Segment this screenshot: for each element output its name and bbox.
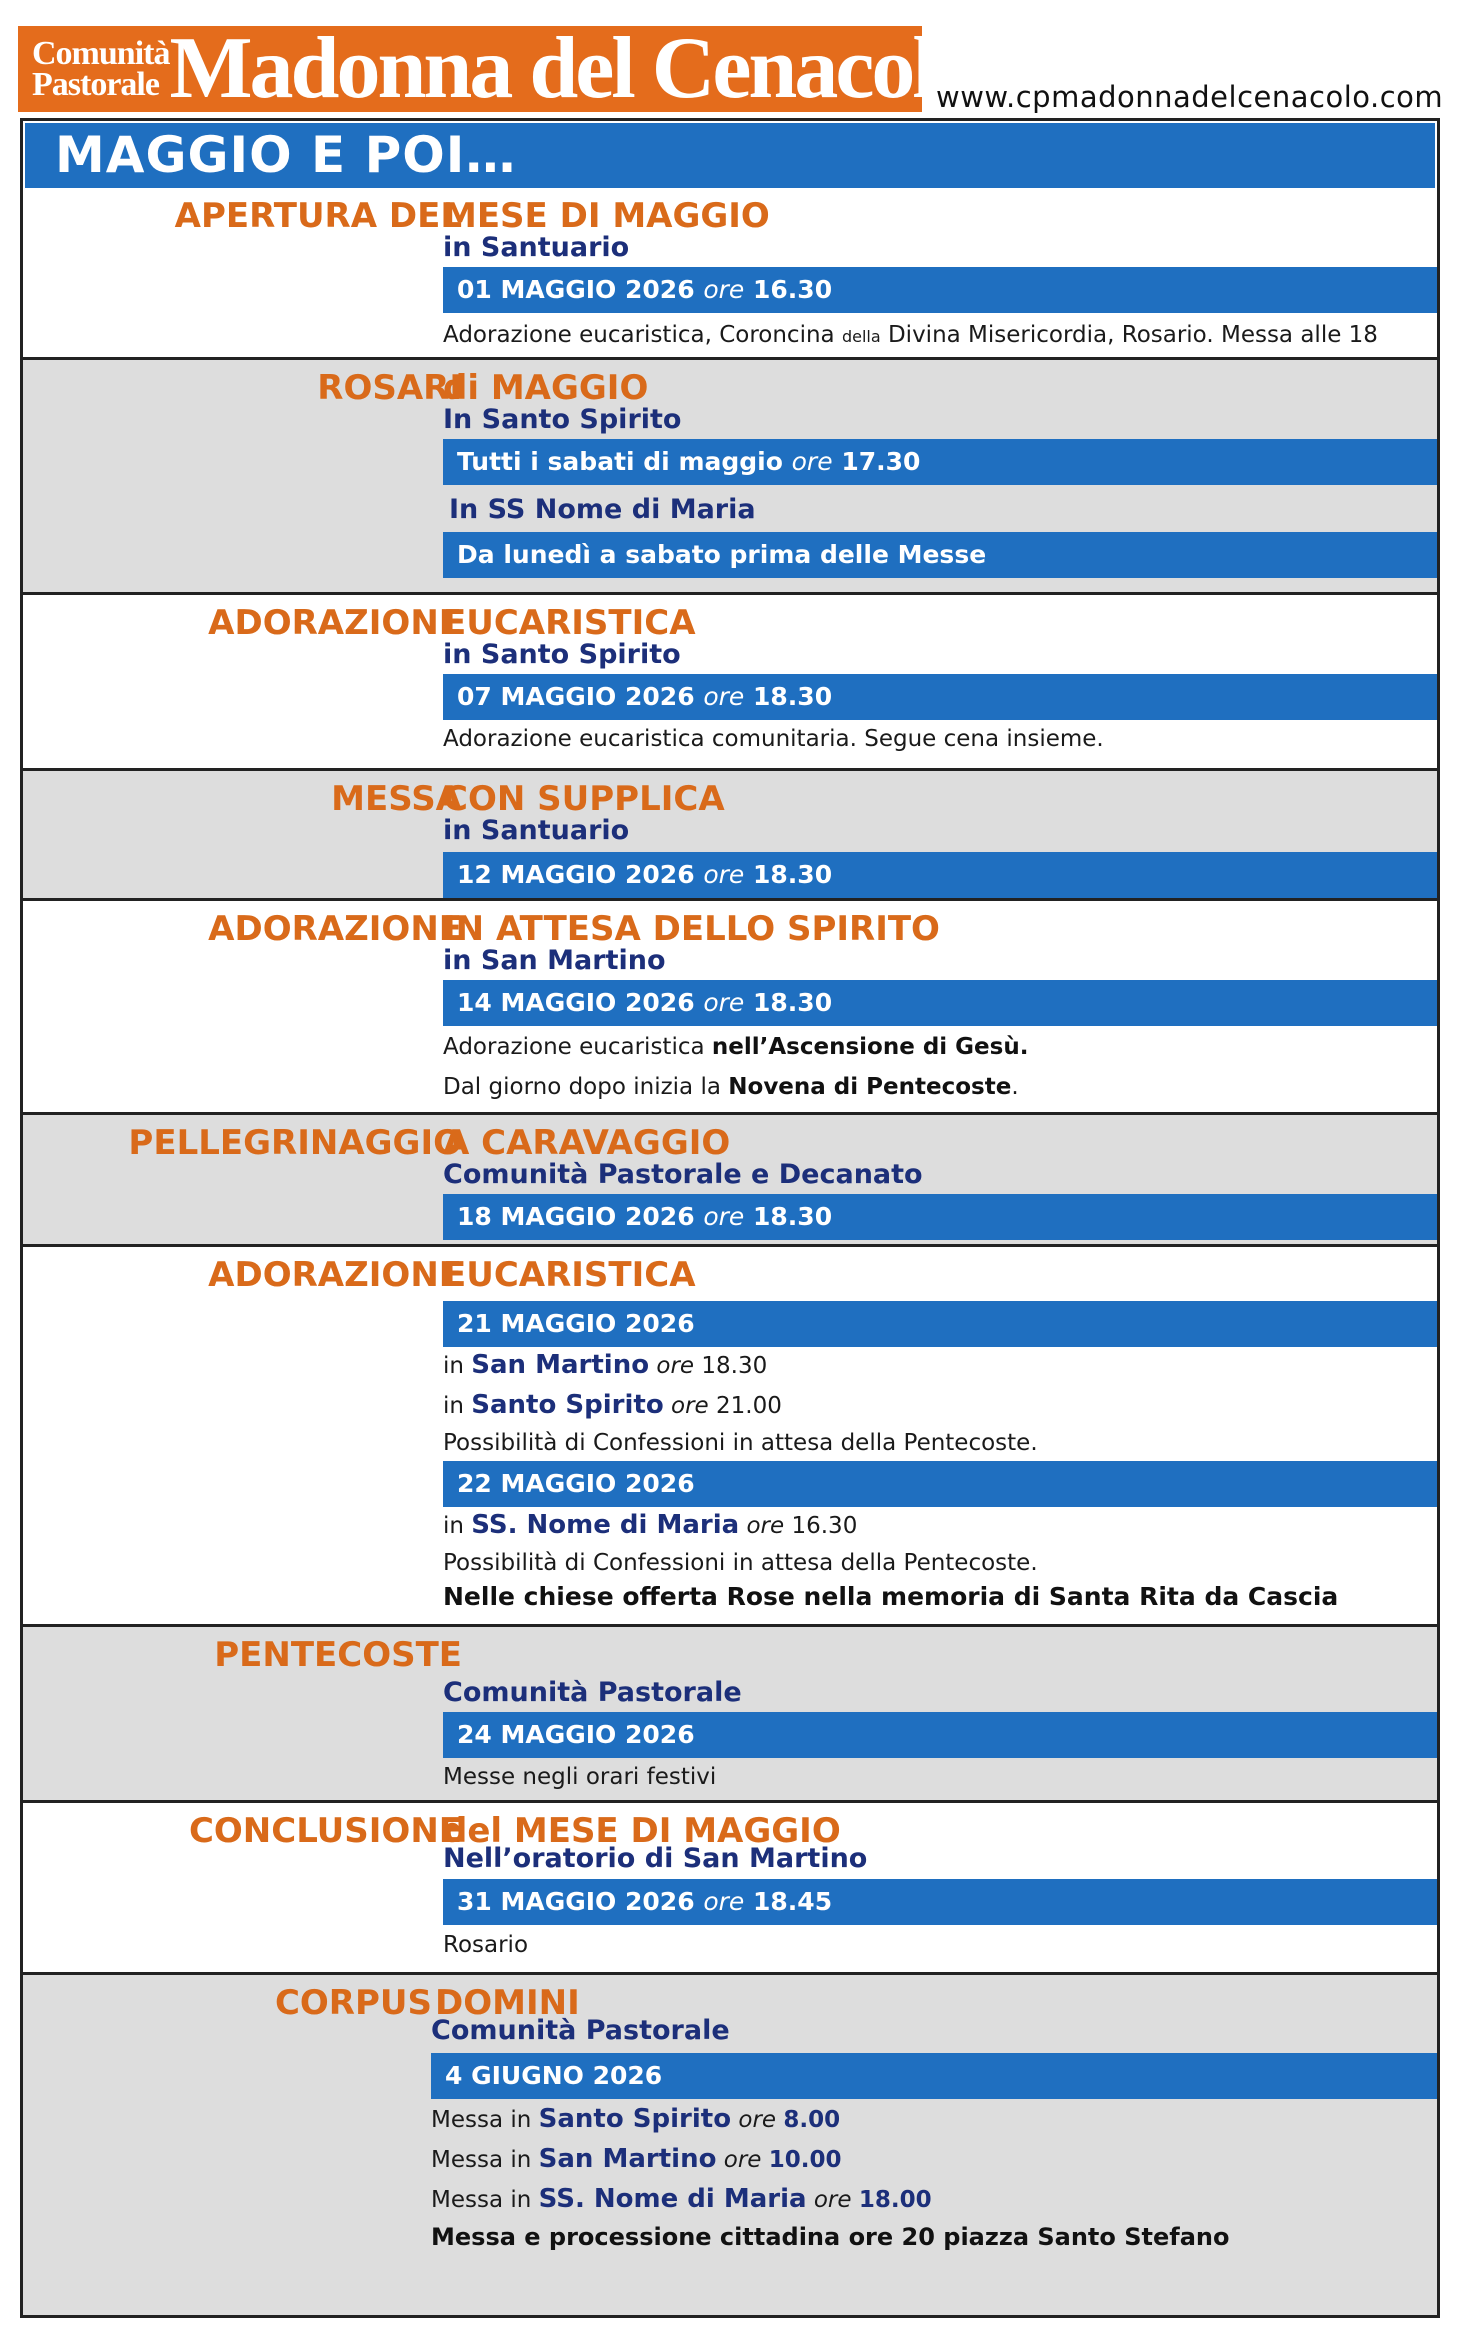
place-name: San Martino	[471, 1350, 650, 1380]
note-part: Adorazione eucaristica	[443, 1034, 712, 1060]
time-text: 10.00	[768, 2147, 842, 2173]
section-pellegrinaggio	[23, 1115, 1437, 1247]
location-label: in Santuario	[443, 232, 630, 263]
place-name: Santo Spirito	[538, 2104, 732, 2134]
time-text: 18.30	[701, 1353, 768, 1379]
date-text: 4 GIUGNO 2026	[445, 2061, 663, 2090]
website-link[interactable]: www.cpmadonnadelcenacolo.com	[936, 80, 1444, 114]
masthead-logo	[18, 20, 975, 117]
schedule-frame	[20, 118, 1440, 2318]
section-title-right: del MESE DI MAGGIO	[443, 1811, 841, 1851]
section-title-right: CON SUPPLICA	[443, 779, 725, 819]
note-part: Dal giorno dopo inizia la	[443, 1074, 729, 1100]
page-title: MAGGIO E POI…	[25, 123, 1435, 188]
note-part: Messa in	[431, 2147, 539, 2173]
ore-label: ore	[703, 988, 745, 1017]
ore-label: ore	[716, 2147, 769, 2173]
section-note	[443, 1031, 1028, 1063]
date-text: 22 MAGGIO 2026	[457, 1469, 695, 1498]
date-bar	[443, 1879, 1437, 1925]
section-apertura	[23, 188, 1437, 360]
time-text: 21.00	[716, 1393, 782, 1419]
ore-label: ore	[703, 1887, 745, 1916]
ore-label: ore	[791, 447, 833, 476]
location-label: Comunità Pastorale	[443, 1677, 742, 1708]
note-part: Messa in	[431, 2187, 539, 2213]
ore-label: ore	[703, 682, 745, 711]
date-bar	[431, 2053, 1437, 2099]
date-bar	[443, 852, 1437, 898]
bar-text: Tutti i sabati di maggio	[457, 447, 783, 476]
mass-line	[431, 2143, 842, 2176]
section-conclusione	[23, 1803, 1437, 1975]
section-adorazione-spirito	[23, 901, 1437, 1115]
location-label: in Santuario	[443, 815, 630, 846]
note-part: in	[443, 1513, 472, 1539]
ore-label: ore	[739, 1513, 792, 1539]
date-text: 18 MAGGIO 2026	[457, 1202, 695, 1231]
date-bar	[443, 532, 1437, 578]
section-title-left: ADORAZIONE	[208, 909, 462, 949]
time-text: 18.45	[753, 1887, 833, 1916]
section-title-right: IN ATTESA DELLO SPIRITO	[443, 909, 940, 949]
bar-text: Da lunedì a sabato prima delle Messe	[457, 540, 987, 569]
section-title-right: DOMINI	[435, 1983, 580, 2023]
time-text: 8.00	[783, 2107, 841, 2133]
date-bar	[443, 674, 1437, 720]
date-text: 31 MAGGIO 2026	[457, 1887, 695, 1916]
note-part: Divina Misericordia, Rosario. Messa alle 18	[880, 322, 1378, 348]
section-title-left: ADORAZIONE	[208, 1255, 462, 1295]
section-title-right: MESE DI MAGGIO	[443, 196, 770, 236]
ore-label: ore	[663, 1393, 716, 1419]
section-note-bold: Messa e processione cittadina ore 20 piazza Santo Stefano	[431, 2223, 1230, 2251]
note-part: Messa in	[431, 2107, 539, 2133]
logo-big-text: Madonna del Cenacolo	[169, 20, 975, 117]
time-text: 18.00	[858, 2187, 932, 2213]
location-label: in Santo Spirito	[443, 639, 681, 670]
time-text: 18.30	[753, 1202, 833, 1231]
location-label: Comunità Pastorale	[431, 2015, 730, 2046]
date-text: 21 MAGGIO 2026	[457, 1309, 695, 1338]
date-bar	[443, 1712, 1437, 1758]
date-text: 24 MAGGIO 2026	[457, 1720, 695, 1749]
note-part: .	[1011, 1074, 1019, 1100]
section-title-left: ROSARI	[317, 368, 462, 408]
location-label: Nell’oratorio di San Martino	[443, 1843, 868, 1874]
time-text: 17.30	[841, 447, 921, 476]
ore-label: ore	[703, 860, 745, 889]
section-title-left: ADORAZIONE	[208, 603, 462, 643]
ore-label: ore	[703, 1202, 745, 1231]
logo-line-pastorale: Pastorale	[32, 66, 159, 103]
location-label: in San Martino	[443, 945, 666, 976]
note-part: Adorazione eucaristica, Coroncina	[443, 322, 842, 348]
section-note: Possibilità di Confessioni in attesa della Pentecoste.	[443, 1550, 1038, 1576]
section-title-right: di MAGGIO	[443, 368, 649, 408]
location-label: In SS Nome di Maria	[449, 494, 756, 525]
mass-line	[431, 2103, 840, 2136]
time-text: 16.30	[791, 1513, 858, 1539]
date-bar	[443, 980, 1437, 1026]
logo-small-text	[18, 35, 170, 103]
place-name: SS. Nome di Maria	[471, 1510, 740, 1540]
date-bar	[443, 267, 1437, 313]
section-title-left: APERTURA DEL	[174, 196, 462, 236]
mass-line	[431, 2183, 932, 2216]
note-part-bold: nell’Ascensione di Gesù.	[711, 1034, 1029, 1060]
date-text: 12 MAGGIO 2026	[457, 860, 695, 889]
time-text: 18.30	[753, 860, 833, 889]
section-corpus-domini	[23, 1975, 1437, 2315]
schedule-line	[443, 1389, 782, 1422]
note-part-small: della	[841, 327, 881, 346]
date-text: 07 MAGGIO 2026	[457, 682, 695, 711]
section-title-left: CORPUS	[274, 1983, 432, 2023]
ore-label: ore	[703, 275, 745, 304]
ore-label: ore	[649, 1353, 702, 1379]
date-text: 01 MAGGIO 2026	[457, 275, 695, 304]
schedule-line	[443, 1509, 857, 1542]
schedule-line	[443, 1349, 767, 1382]
time-text: 18.30	[753, 682, 833, 711]
ore-label: ore	[806, 2187, 859, 2213]
section-note: Possibilità di Confessioni in attesa della Pentecoste.	[443, 1430, 1038, 1456]
time-text: 18.30	[753, 988, 833, 1017]
date-bar	[443, 1461, 1437, 1507]
section-note	[443, 319, 1378, 353]
ore-label: ore	[731, 2107, 784, 2133]
place-name: Santo Spirito	[471, 1390, 664, 1420]
logo-line-comunita: Comunità	[32, 35, 170, 72]
date-bar	[443, 439, 1437, 485]
section-note	[443, 1071, 1019, 1103]
section-note-bold: Nelle chiese offerta Rose nella memoria di Santa Rita da Cascia	[443, 1582, 1339, 1611]
location-label: Comunità Pastorale e Decanato	[443, 1159, 923, 1190]
section-note: Adorazione eucaristica comunitaria. Segue cena insieme.	[443, 726, 1104, 752]
date-text: 14 MAGGIO 2026	[457, 988, 695, 1017]
time-text: 16.30	[753, 275, 833, 304]
section-rosari	[23, 360, 1437, 595]
date-bar	[443, 1301, 1437, 1347]
section-title-right: EUCARISTICA	[443, 1255, 696, 1295]
location-label: In Santo Spirito	[443, 404, 682, 435]
section-note: Rosario	[443, 1932, 529, 1958]
section-title-left: CONCLUSIONE	[188, 1811, 462, 1851]
section-title-left: PENTECOSTE	[214, 1635, 462, 1675]
note-part: in	[443, 1353, 472, 1379]
section-title-right: A CARAVAGGIO	[443, 1123, 731, 1163]
section-title-left: MESSA	[331, 779, 462, 819]
section-adorazione-pentecoste	[23, 1247, 1437, 1627]
section-adorazione	[23, 595, 1437, 771]
note-part: in	[443, 1393, 472, 1419]
section-pentecoste	[23, 1627, 1437, 1803]
section-title-right: EUCARISTICA	[443, 603, 696, 643]
section-title-left: PELLEGRINAGGIO	[128, 1123, 462, 1163]
section-messa-supplica	[23, 771, 1437, 901]
note-part-bold: Novena di Pentecoste	[728, 1074, 1012, 1100]
place-name: San Martino	[538, 2144, 717, 2174]
section-note: Messe negli orari festivi	[443, 1764, 717, 1790]
date-bar	[443, 1194, 1437, 1240]
place-name: SS. Nome di Maria	[538, 2184, 807, 2214]
